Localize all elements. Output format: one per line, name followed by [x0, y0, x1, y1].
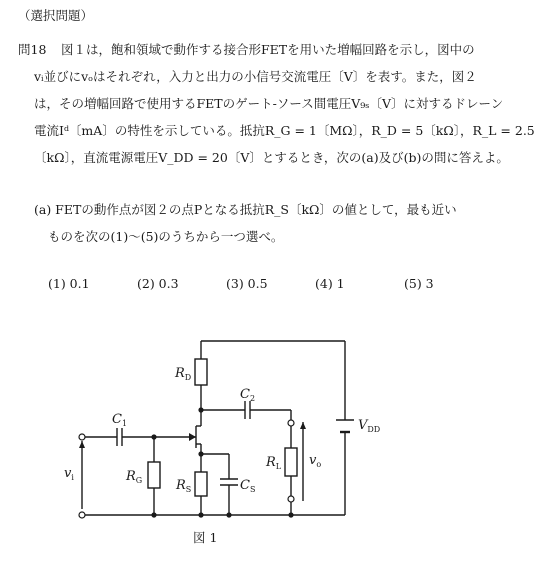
choice-5[interactable]: (5) 3 — [404, 276, 434, 291]
question-line-1: 図１は，飽和領域で動作する接合形FETを用いた増幅回路を示し，図中の — [61, 42, 475, 57]
label-c1: $C_1$ — [112, 412, 128, 428]
question-line-4: 電流Iᵈ〔mA〕の特性を示している。抵抗R_G = 1〔MΩ〕，R_D = 5〔kΩ〕，R_L = 2.5 — [34, 123, 535, 138]
choice-2[interactable]: (2) 0.3 — [137, 276, 179, 291]
label-rs: $R_S$ — [176, 478, 192, 494]
choice-3[interactable]: (3) 0.5 — [226, 276, 268, 291]
label-vdd: $V_{DD}$ — [358, 418, 381, 434]
question-line-2: vᵢ並びにvₒはそれぞれ，入力と出力の小信号交流電圧〔V〕を表す。また，図２ — [34, 69, 477, 84]
section-header: （選択問題） — [18, 8, 94, 23]
label-cs: $C_S$ — [240, 478, 256, 494]
label-vo: $v_o$ — [309, 453, 322, 469]
question-number: 問18 — [18, 42, 47, 57]
part-a-line-2: ものを次の(1)～(5)のうちから一つ選べ。 — [48, 229, 284, 244]
label-rd: $R_D$ — [175, 366, 192, 382]
label-rl: $R_L$ — [266, 455, 282, 471]
label-rg: $R_G$ — [126, 469, 143, 485]
label-vi: $v_i$ — [64, 466, 74, 482]
part-a-line-1: (a) FETの動作点が図２の点Pとなる抵抗R_S〔kΩ〕の値として，最も近い — [34, 202, 457, 217]
question-line-5: 〔kΩ〕，直流電源電圧V_DD = 20〔V〕とするとき，次の(a)及び(b)の問に答えよ。 — [34, 150, 509, 165]
figure-caption: 図 1 — [193, 530, 218, 545]
question-line-3: は，その増幅回路で使用するFETのゲート-ソース間電圧V₉ₛ〔V〕に対するドレーン — [34, 96, 504, 111]
label-c2: $C_2$ — [240, 387, 256, 403]
choice-1[interactable]: (1) 0.1 — [48, 276, 90, 291]
choice-4[interactable]: (4) 1 — [315, 276, 345, 291]
